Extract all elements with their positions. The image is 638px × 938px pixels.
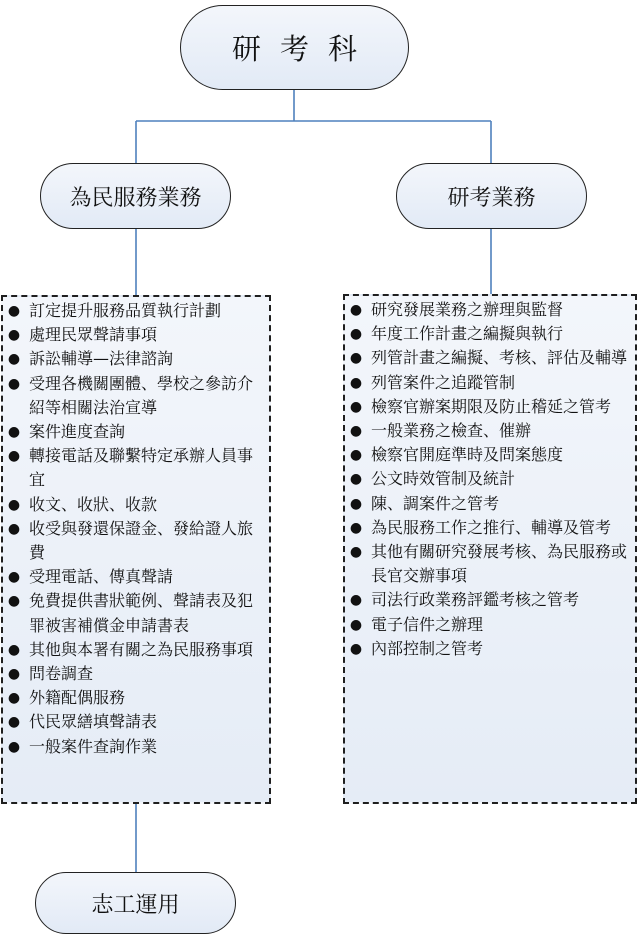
list-item-text: 為民服務工作之推行、輔導及管考 (371, 517, 612, 537)
list-item-text: 檢察官辦案期限及防止稽延之管考 (371, 396, 612, 416)
bullet-icon: ● (349, 302, 363, 318)
research-evaluation-items (345, 298, 633, 661)
research-evaluation-node-label: 研考業務 (447, 185, 536, 211)
list-item-text: 電子信件之辦理 (371, 614, 484, 634)
list-item-text: 司法行政業務評鑑考核之管考 (371, 590, 580, 610)
bullet-icon: ● (7, 448, 21, 465)
list-item (345, 322, 633, 346)
list-item (345, 613, 633, 637)
public-service-items (3, 299, 267, 759)
list-item-text: 其他有關研究發展考核、為民服務或長官交辦事項 (371, 542, 628, 586)
list-item-text: 轉接電話及聯繫特定承辦人員事宜 (29, 446, 254, 490)
list-item-text: 訴訟輔導—法律諮詢 (29, 349, 174, 369)
volunteer-node (35, 872, 236, 934)
list-item-text: 內部控制之管考 (371, 638, 484, 658)
list-item-text: 一般案件查詢作業 (29, 736, 158, 756)
bullet-icon: ● (7, 641, 21, 658)
bullet-icon: ● (349, 544, 363, 561)
public-service-node-label: 為民服務業務 (69, 185, 202, 211)
root-node (180, 5, 409, 90)
list-item (345, 346, 633, 370)
bullet-icon: ● (349, 423, 363, 440)
list-item (345, 467, 633, 491)
list-item-text: 研究發展業務之辦理與監督 (371, 300, 564, 319)
list-item (345, 395, 633, 419)
bullet-icon: ● (349, 519, 363, 536)
list-item (345, 540, 633, 588)
list-item-text: 一般業務之檢查、催辦 (371, 421, 532, 441)
bullet-icon: ● (349, 640, 363, 657)
list-item-text: 免費提供書狀範例、聲請表及犯罪被害補償金申請書表 (29, 591, 254, 635)
list-item (3, 493, 267, 517)
list-item-text: 其他與本署有關之為民服務事項 (29, 639, 254, 659)
list-item (3, 686, 267, 710)
list-item (3, 638, 267, 662)
research-evaluation-node (396, 163, 587, 229)
list-item (3, 735, 267, 759)
list-item-text: 案件進度查詢 (29, 422, 126, 442)
list-item-text: 收文、收狀、收款 (29, 494, 158, 514)
bullet-icon: ● (7, 690, 21, 707)
list-item (345, 419, 633, 443)
bullet-icon: ● (349, 374, 363, 391)
list-item (345, 298, 633, 322)
list-item-text: 檢察官開庭準時及問案態度 (371, 445, 564, 465)
list-item-text: 列管案件之追蹤管制 (371, 372, 516, 392)
list-item-text: 受理各機關團體、學校之參訪介紹等相關法治宣導 (29, 373, 254, 417)
bullet-icon: ● (349, 326, 363, 343)
bullet-icon: ● (7, 327, 21, 344)
bullet-icon: ● (7, 593, 21, 610)
bullet-icon: ● (7, 496, 21, 513)
bullet-icon: ● (7, 520, 21, 537)
list-item-text: 外籍配偶服務 (29, 688, 126, 708)
list-item (3, 710, 267, 734)
list-item-text: 年度工作計畫之編擬與執行 (371, 324, 564, 344)
list-item (3, 323, 267, 347)
list-item (345, 371, 633, 395)
list-item (345, 588, 633, 612)
list-item (3, 589, 267, 637)
list-item-text: 問卷調查 (29, 664, 94, 684)
bullet-icon: ● (349, 592, 363, 609)
bullet-icon: ● (7, 303, 21, 319)
list-item-text: 收受與發還保證金、發給證人旅費 (29, 518, 254, 563)
public-service-task-list (1, 295, 271, 804)
list-item-text: 列管計畫之編擬、考核、評估及輔導 (371, 348, 628, 368)
bullet-icon: ● (349, 495, 363, 512)
bullet-icon: ● (7, 738, 21, 755)
bullet-icon: ● (7, 666, 21, 683)
bullet-icon: ● (349, 471, 363, 488)
list-item (3, 517, 267, 565)
volunteer-node-label: 志工運用 (91, 892, 180, 918)
list-item-text: 受理電話、傳真聲請 (29, 567, 174, 587)
list-item (3, 662, 267, 686)
bullet-icon: ● (7, 424, 21, 441)
list-item (3, 565, 267, 589)
list-item (345, 443, 633, 467)
research-evaluation-task-list (343, 294, 637, 804)
bullet-icon: ● (349, 447, 363, 464)
list-item-text: 公文時效管制及統計 (371, 469, 516, 489)
list-item (3, 420, 267, 444)
bullet-icon: ● (349, 398, 363, 415)
list-item (3, 347, 267, 371)
bullet-icon: ● (349, 350, 363, 367)
list-item-text: 代民眾繕填聲請表 (29, 712, 158, 732)
list-item (345, 492, 633, 516)
bullet-icon: ● (7, 714, 21, 731)
list-item (3, 299, 267, 323)
list-item-text: 訂定提升服務品質執行計劃 (29, 301, 222, 320)
bullet-icon: ● (349, 616, 363, 633)
bullet-icon: ● (7, 569, 21, 586)
bullet-icon: ● (7, 351, 21, 368)
list-item (345, 637, 633, 661)
root-node-label: 研考科 (231, 32, 376, 66)
list-item (3, 444, 267, 492)
list-item-text: 處理民眾聲請事項 (29, 325, 158, 345)
list-item-text: 陳、調案件之管考 (371, 493, 500, 513)
list-item (3, 372, 267, 420)
bullet-icon: ● (7, 375, 21, 392)
public-service-node (40, 163, 231, 229)
list-item (345, 516, 633, 540)
